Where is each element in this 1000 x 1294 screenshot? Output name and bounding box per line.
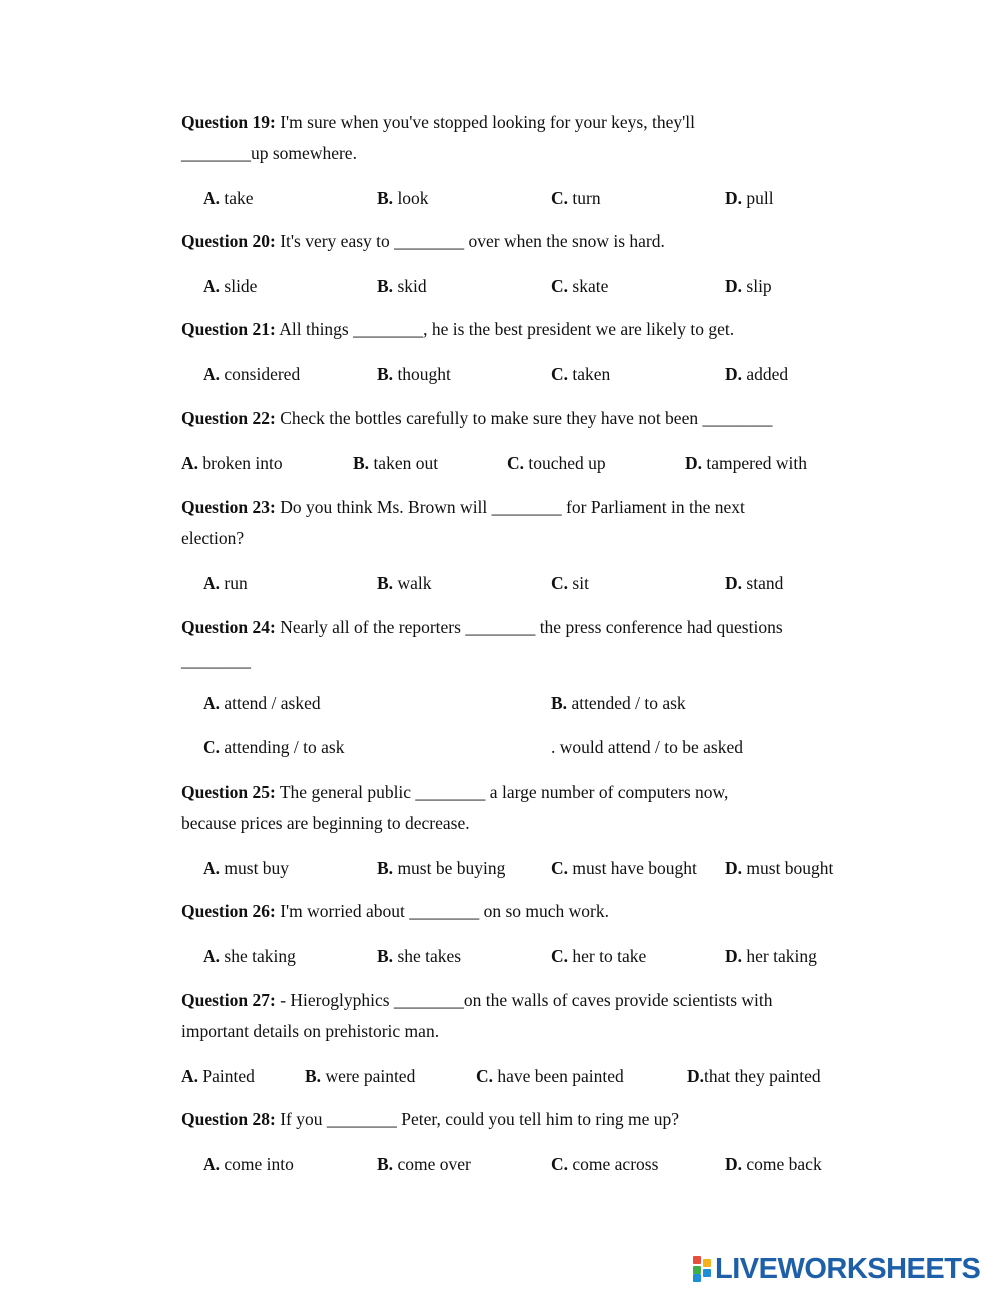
option-text: turn	[568, 188, 601, 208]
option-letter: B.	[377, 1154, 394, 1174]
question-26-stem	[181, 896, 831, 927]
option-b[interactable]	[377, 276, 427, 296]
option-letter: D.	[725, 858, 743, 878]
question-label: Question 21:	[181, 319, 276, 339]
option-letter: C.	[551, 364, 569, 384]
option-letter: C.	[551, 276, 569, 296]
option-text: have been painted	[493, 1066, 624, 1086]
option-letter: C.	[476, 1066, 494, 1086]
question-text: Nearly all of the reporters ________ the press conference had questions	[275, 617, 783, 637]
option-c[interactable]	[551, 858, 697, 878]
option-text: must bought	[742, 858, 834, 878]
option-letter: A.	[203, 188, 221, 208]
option-text: that they painted	[704, 1066, 821, 1086]
option-b[interactable]	[377, 1154, 471, 1174]
question-text-continued: because prices are beginning to decrease.	[181, 813, 470, 833]
option-text: her to take	[568, 946, 647, 966]
option-letter: C.	[551, 188, 569, 208]
question-25-stem	[181, 777, 831, 839]
option-text: her taking	[742, 946, 817, 966]
option-d[interactable]	[687, 1066, 821, 1086]
option-d[interactable]	[725, 364, 788, 384]
option-c[interactable]	[551, 573, 589, 593]
option-letter: D.	[725, 276, 743, 296]
option-c[interactable]	[551, 364, 610, 384]
option-letter: B.	[377, 364, 394, 384]
option-text: slide	[220, 276, 258, 296]
option-letter: A.	[203, 573, 221, 593]
option-letter: B.	[377, 946, 394, 966]
option-text: come over	[393, 1154, 471, 1174]
liveworksheets-logo-text: LIVEWORKSHEETS	[715, 1252, 981, 1285]
option-text: broken into	[198, 453, 283, 473]
option-letter: D.	[685, 453, 703, 473]
question-text: All things ________, he is the best president we are likely to get.	[275, 319, 735, 339]
question-20-stem	[181, 226, 831, 257]
liveworksheets-logo	[693, 1254, 980, 1284]
option-a[interactable]	[203, 1154, 294, 1174]
option-text: were painted	[321, 1066, 416, 1086]
option-letter: A.	[203, 1154, 221, 1174]
question-label: Question 22:	[181, 408, 276, 428]
option-c[interactable]	[551, 1154, 658, 1174]
question-label: Question 28:	[181, 1109, 276, 1129]
option-letter: D.	[725, 573, 743, 593]
option-text: . would attend / to be asked	[551, 737, 743, 757]
option-a[interactable]	[203, 946, 296, 966]
option-a[interactable]	[181, 453, 283, 473]
option-text: skate	[568, 276, 609, 296]
option-c[interactable]	[551, 188, 601, 208]
question-label: Question 20:	[181, 231, 276, 251]
option-letter: A.	[203, 364, 221, 384]
option-letter: A.	[181, 453, 199, 473]
option-text: taken	[568, 364, 611, 384]
option-text: look	[393, 188, 429, 208]
question-text-continued: important details on prehistoric man.	[181, 1021, 440, 1041]
liveworksheets-logo-icon	[693, 1256, 713, 1282]
option-text: thought	[393, 364, 451, 384]
question-label: Question 25:	[181, 782, 276, 802]
question-text-continued: election?	[181, 528, 245, 548]
option-d[interactable]	[551, 737, 743, 757]
option-letter: D.	[725, 364, 743, 384]
option-letter: C.	[551, 573, 569, 593]
option-b[interactable]	[353, 453, 438, 473]
option-letter: B.	[305, 1066, 322, 1086]
option-letter: C.	[203, 737, 221, 757]
option-c[interactable]	[476, 1066, 624, 1086]
option-letter: D.	[725, 946, 743, 966]
option-letter: A.	[203, 276, 221, 296]
question-text-continued: ________	[181, 650, 251, 670]
question-27-stem	[181, 985, 831, 1047]
logo-square	[693, 1256, 701, 1264]
option-text: taken out	[369, 453, 439, 473]
option-text: come into	[220, 1154, 294, 1174]
option-d[interactable]	[685, 453, 807, 473]
question-text: If you ________ Peter, could you tell him to ring me up?	[275, 1109, 680, 1129]
option-text: attend / asked	[220, 693, 321, 713]
option-text: walk	[393, 573, 432, 593]
option-a[interactable]	[203, 188, 254, 208]
option-text: attended / to ask	[567, 693, 686, 713]
option-a[interactable]	[203, 573, 248, 593]
question-text: I'm worried about ________ on so much work.	[275, 901, 609, 921]
option-letter: C.	[551, 858, 569, 878]
question-24-stem	[181, 612, 831, 676]
option-text: slip	[742, 276, 772, 296]
logo-square	[693, 1266, 701, 1274]
option-b[interactable]	[377, 946, 461, 966]
option-text: Painted	[198, 1066, 255, 1086]
option-d[interactable]	[725, 946, 817, 966]
option-c[interactable]	[551, 276, 608, 296]
option-text: must be buying	[393, 858, 506, 878]
question-text-continued: ________up somewhere.	[181, 143, 357, 163]
option-text: touched up	[524, 453, 606, 473]
question-label: Question 24:	[181, 617, 276, 637]
question-21-stem	[181, 314, 831, 345]
option-c[interactable]	[551, 946, 646, 966]
option-d[interactable]	[725, 573, 783, 593]
option-text: come across	[568, 1154, 659, 1174]
option-text: tampered with	[702, 453, 807, 473]
option-text: take	[220, 188, 254, 208]
option-d[interactable]	[725, 276, 772, 296]
option-c[interactable]	[203, 737, 344, 757]
option-text: added	[742, 364, 789, 384]
option-letter: C.	[551, 1154, 569, 1174]
logo-square	[703, 1269, 711, 1277]
option-text: come back	[742, 1154, 822, 1174]
logo-square	[703, 1259, 711, 1267]
option-text: must buy	[220, 858, 290, 878]
option-b[interactable]	[377, 858, 505, 878]
option-d[interactable]	[725, 188, 774, 208]
question-text: I'm sure when you've stopped looking for your keys, they'll	[275, 112, 695, 132]
question-22-stem	[181, 403, 831, 434]
option-letter: D.	[725, 1154, 743, 1174]
option-a[interactable]	[203, 693, 321, 713]
option-letter: A.	[181, 1066, 199, 1086]
option-letter: B.	[377, 276, 394, 296]
option-a[interactable]	[181, 1066, 255, 1086]
question-text: Check the bottles carefully to make sure they have not been ________	[275, 408, 773, 428]
question-label: Question 26:	[181, 901, 276, 921]
option-a[interactable]	[203, 276, 257, 296]
option-letter: B.	[377, 573, 394, 593]
option-text: she takes	[393, 946, 462, 966]
question-28-stem	[181, 1104, 831, 1135]
question-19-stem	[181, 107, 831, 169]
question-text: - Hieroglyphics ________on the walls of caves provide scientists with	[275, 990, 773, 1010]
option-letter: D.	[725, 188, 743, 208]
option-letter: B.	[377, 188, 394, 208]
option-text: pull	[742, 188, 774, 208]
option-letter: B.	[377, 858, 394, 878]
option-a[interactable]	[203, 858, 289, 878]
option-text: she taking	[220, 946, 296, 966]
option-letter: D.	[687, 1066, 705, 1086]
option-letter: B.	[353, 453, 370, 473]
question-text: Do you think Ms. Brown will ________ for Parliament in the next	[275, 497, 745, 517]
option-text: run	[220, 573, 248, 593]
option-text: considered	[220, 364, 301, 384]
option-d[interactable]	[725, 1154, 822, 1174]
option-text: sit	[568, 573, 589, 593]
option-b[interactable]	[377, 573, 431, 593]
question-text: It's very easy to ________ over when the snow is hard.	[275, 231, 665, 251]
option-letter: A.	[203, 946, 221, 966]
question-label: Question 23:	[181, 497, 276, 517]
option-letter: A.	[203, 858, 221, 878]
option-b[interactable]	[551, 693, 686, 713]
option-b[interactable]	[377, 188, 429, 208]
option-c[interactable]	[507, 453, 606, 473]
option-letter: A.	[203, 693, 221, 713]
option-letter: B.	[551, 693, 568, 713]
option-b[interactable]	[377, 364, 451, 384]
question-text: The general public ________ a large number of computers now,	[275, 782, 729, 802]
option-d[interactable]	[725, 858, 833, 878]
option-text: must have bought	[568, 858, 697, 878]
option-letter: C.	[507, 453, 525, 473]
question-label: Question 19:	[181, 112, 276, 132]
option-text: attending / to ask	[220, 737, 345, 757]
option-letter: C.	[551, 946, 569, 966]
question-label: Question 27:	[181, 990, 276, 1010]
option-a[interactable]	[203, 364, 300, 384]
question-23-stem	[181, 492, 831, 554]
option-text: skid	[393, 276, 427, 296]
logo-square	[693, 1274, 701, 1282]
option-text: stand	[742, 573, 784, 593]
option-b[interactable]	[305, 1066, 415, 1086]
